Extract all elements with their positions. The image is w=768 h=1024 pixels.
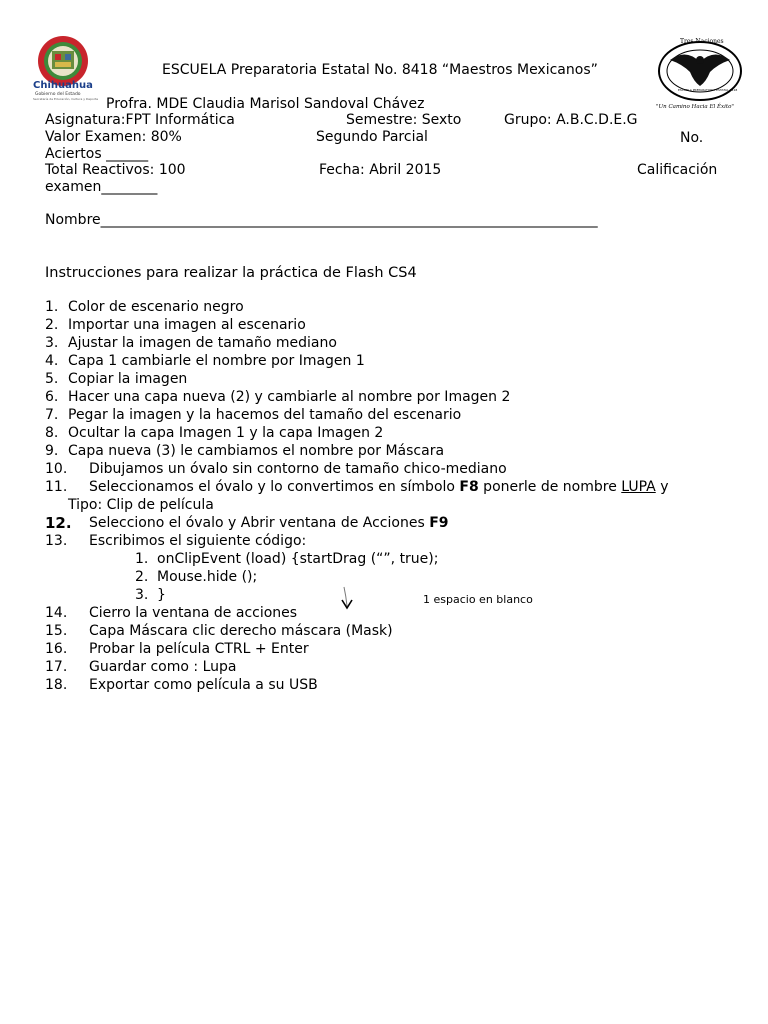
chihuahua-logo [33,34,99,104]
hits-blank: Aciertos ______ [45,146,149,162]
total-items-label: Total Reactivos: 100 [45,162,186,178]
grade-label: Calificación [637,162,718,178]
code-line: 1. onClipEvent (load) {startDrag (“”, true); [135,551,439,567]
list-item: 8. Ocultar la capa Imagen 1 y la capa Imagen 2 [45,425,384,441]
blank-space-note: 1 espacio en blanco [423,593,533,606]
list-item: 10. Dibujamos un óvalo sin contorno de tamaño chico-mediano [45,461,507,477]
seal-motto: "Un Camino Hacia El Éxito" [656,104,734,110]
hits-label: No. [680,130,704,146]
group-label: Grupo: A.B.C.D.E.G [504,112,638,128]
date-label: Fecha: Abril 2015 [319,162,442,178]
school-seal-logo [656,38,744,114]
school-name: ESCUELA Preparatoria Estatal No. 8418 “Maestros Mexicanos” [162,62,598,78]
list-item: 18. Exportar como película a su USB [45,677,318,693]
list-item: 14. Cierro la ventana de acciones [45,605,298,621]
list-item: 11. Seleccionamos el óvalo y lo convertimos en símbolo F8 ponerle de nombre LUPA y Tipo: Clip de película [45,479,669,513]
list-item: 5. Copiar la imagen [45,371,188,387]
grade-blank: examen________ [45,179,158,195]
seal-ring-text: ESCUELA PREPARATORIA ESTATAL 8418 [678,88,738,92]
teacher-name: Profra. MDE Claudia Marisol Sandoval Chávez [106,96,425,112]
list-item: 4. Capa 1 cambiarle el nombre por Imagen 1 [45,353,365,369]
list-item: 17. Guardar como : Lupa [45,659,237,675]
chihuahua-subtitle-2: Secretaría de Educación, Cultura y Deporte [33,97,99,101]
list-item: 16. Probar la película CTRL + Enter [45,641,309,657]
code-line: 3. } [135,587,166,603]
chihuahua-wordmark: Chihuahua [33,80,93,91]
chihuahua-subtitle: Gobierno del Estado [35,92,81,97]
code-line: 2. Mouse.hide (); [135,569,258,585]
list-item: 6. Hacer una capa nueva (2) y cambiarle al nombre por Imagen 2 [45,389,511,405]
list-item: 2. Importar una imagen al escenario [45,317,306,333]
arrow-down-icon [338,586,358,612]
semester-label: Semestre: Sexto [346,112,462,128]
list-item: 12. Selecciono el óvalo y Abrir ventana de Acciones F9 [45,514,449,532]
steps-list [45,298,745,694]
exam-value-label: Valor Examen: 80% [45,129,182,145]
eagle-icon [656,38,744,104]
list-item: 15. Capa Máscara clic derecho máscara (Mask) [45,623,393,639]
list-item: 7. Pegar la imagen y la hacemos del tamaño del escenario [45,407,462,423]
list-item: 13. Escribimos el siguiente código: [45,533,307,549]
instructions-title: Instrucciones para realizar la práctica de Flash CS4 [45,265,417,281]
subject-label: Asignatura:FPT Informática [45,112,235,128]
seal-top-text: Tres Naciones [680,38,724,45]
list-item: 9. Capa nueva (3) le cambiamos el nombre por Máscara [45,443,445,459]
name-field: Nombre_______________________________________________________________________ [45,212,598,228]
list-item: 1. Color de escenario negro [45,299,244,315]
list-item: 3. Ajustar la imagen de tamaño mediano [45,335,337,351]
partial-label: Segundo Parcial [316,129,428,145]
